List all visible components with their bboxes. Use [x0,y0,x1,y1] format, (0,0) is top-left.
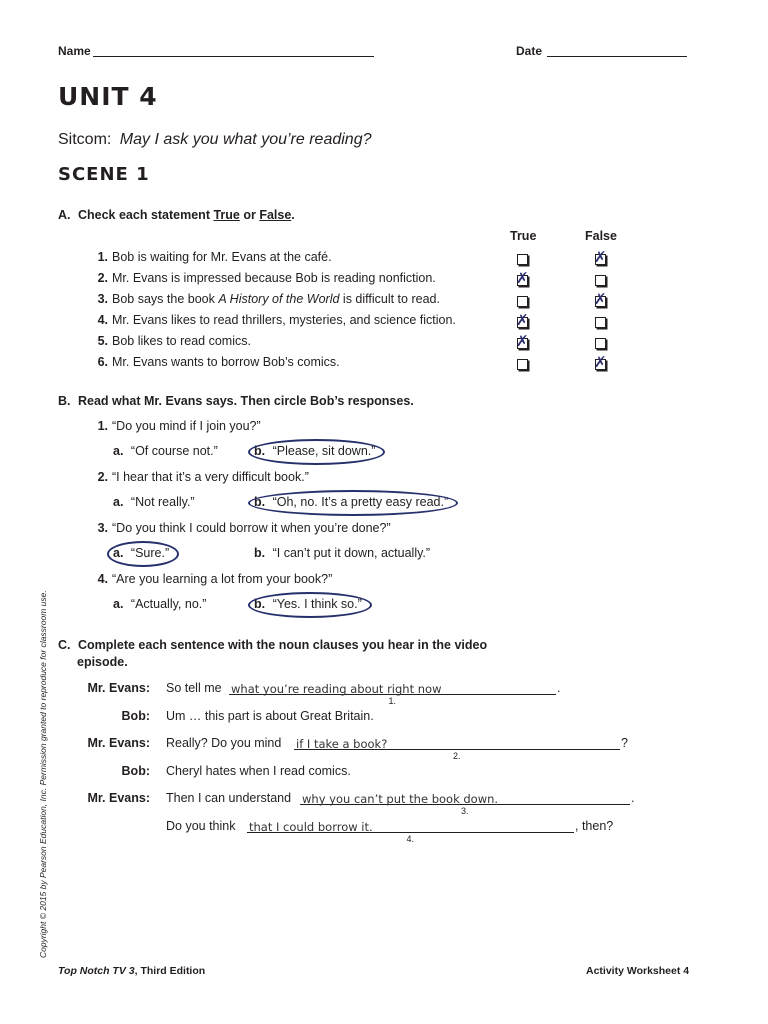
column-false-header: False [585,229,617,243]
name-field[interactable] [93,56,374,57]
speaker-label: Bob: [121,764,150,778]
sitcom-title: May I ask you what you’re reading? [119,131,372,148]
handwritten-answer: that I could borrow it. [249,820,373,834]
question-number: 1. [97,419,108,433]
option-a[interactable] [113,444,218,458]
blank-number: 4. [406,834,415,844]
section-c-letter: C. [58,638,71,652]
question-row [88,470,309,484]
statement-number: 5. [97,334,108,348]
statement-text: Bob says the book [112,292,219,306]
statement-text: is difficult to read. [339,292,440,306]
statement-text: A History of the World [218,292,340,306]
checkbox-false[interactable] [595,338,606,349]
option-b-label: b. [254,546,266,560]
section-a-instr-end: . [291,208,295,222]
option-b-text: “Oh, no. It’s a pretty easy read.” [272,495,449,509]
dialogue-text: Do you think [166,819,236,833]
statement-number: 3. [97,292,108,306]
footer-book-name: Top Notch TV 3 [58,965,135,977]
answer-circle [107,541,179,567]
dialogue-text-end: , then? [575,819,614,833]
statement-number: 1. [97,250,108,264]
question-number: 4. [97,572,108,586]
question-row [88,521,391,535]
scene-title: SCENE 1 [58,164,150,185]
statement-text: Mr. Evans wants to borrow Bob’s comics. [112,355,340,369]
section-c-instr-line1: Complete each sentence with the noun clauses you hear in the video [77,638,488,652]
section-a-instructions [58,208,295,222]
question-text: “Do you mind if I join you?” [112,419,261,433]
statement-row [88,292,440,306]
speaker-label: Mr. Evans: [87,791,150,805]
section-b-instr: Read what Mr. Evans says. Then circle Bob’s responses. [77,394,414,408]
check-mark-icon: ✗ [594,248,607,266]
handwritten-answer: what you’re reading about right now [231,682,442,696]
blank-number: 1. [388,696,397,706]
checkbox-true[interactable] [517,359,528,370]
sitcom-heading [58,131,371,149]
statement-text: Mr. Evans likes to read thrillers, mysteries, and science fiction. [112,313,456,327]
option-b-text: “Please, sit down.” [272,444,376,458]
option-a-label: a. [113,597,124,611]
option-b-text: “Yes. I think so.” [272,597,362,611]
copyright-notice: Copyright © 2015 by Pearson Education, Inc. Permission granted to reproduce for classroom use. [38,590,48,958]
section-a-instr-or: or [239,208,260,222]
option-a-label: a. [113,495,124,509]
question-number: 3. [97,521,108,535]
statement-number: 4. [97,313,108,327]
section-c-instructions [58,637,487,671]
statement-row [88,271,436,285]
footer-worksheet: Activity Worksheet 4 [586,965,690,977]
column-true-header: True [510,229,537,243]
option-a-text: “Actually, no.” [130,597,207,611]
answer-circle [248,592,372,618]
sitcom-label: Sitcom: [58,131,112,148]
statement-row [88,250,332,264]
check-mark-icon: ✗ [516,269,529,287]
checkbox-true[interactable] [517,254,528,265]
handwritten-answer: why you can’t put the book down. [302,792,499,806]
checkbox-false[interactable] [595,317,606,328]
question-row [88,419,261,433]
option-b-label: b. [254,444,266,458]
answer-circle [248,439,385,465]
question-row [88,572,332,586]
statement-text: Bob likes to read comics. [112,334,251,348]
date-label: Date [516,44,543,58]
option-b-label: b. [254,495,266,509]
answer-circle [248,490,458,516]
option-a-label: a. [113,546,124,560]
option-a-text: “Not really.” [130,495,195,509]
section-a-instr-true: True [213,208,240,222]
statement-row [88,313,456,327]
dialogue-text: So tell me [166,681,222,695]
date-field[interactable] [547,56,687,57]
dialogue-text: Cheryl hates when I read comics. [166,764,351,778]
speaker-label: Mr. Evans: [87,681,150,695]
option-a-text: “Sure.” [130,546,170,560]
section-a-letter: A. [58,208,71,222]
option-a-text: “Of course not.” [130,444,218,458]
dialogue-text: Really? Do you mind [166,736,282,750]
name-label: Name [58,44,91,58]
section-a-instr: Check each statement [77,208,214,222]
section-b-instructions [58,394,414,408]
section-a-instr-false: False [259,208,292,222]
blank-number: 2. [453,751,461,761]
check-mark-icon: ✗ [594,290,607,308]
option-a-label: a. [113,444,124,458]
speaker-label: Bob: [121,709,150,723]
dialogue-text: Um … this part is about Great Britain. [166,709,374,723]
question-number: 2. [97,470,108,484]
dialogue-text-end: . [557,681,561,695]
option-b-label: b. [254,597,266,611]
section-c-instr-line2: episode. [77,655,128,669]
section-b-letter: B. [58,394,71,408]
question-text: “I hear that it’s a very difficult book.” [112,470,309,484]
check-mark-icon: ✗ [516,332,529,350]
handwritten-answer: if I take a book? [296,737,388,751]
statement-row [88,355,340,369]
statement-text: Bob is waiting for Mr. Evans at the café. [112,250,332,264]
dialogue-text: Then I can understand [166,791,292,805]
statement-row [88,334,251,348]
unit-title: UNIT 4 [58,82,158,111]
question-text: “Are you learning a lot from your book?” [112,572,333,586]
footer-book-title [58,965,205,977]
question-text: “Do you think I could borrow it when you’re done?” [112,521,391,535]
statement-number: 6. [97,355,108,369]
dialogue-text-end: . [631,791,635,805]
checkbox-true[interactable] [517,296,528,307]
option-a[interactable] [113,597,206,611]
option-b[interactable] [254,546,430,560]
option-a[interactable] [113,495,195,509]
option-b-text: “I can’t put it down, actually.” [272,546,431,560]
blank-number: 3. [461,806,469,816]
check-mark-icon: ✗ [516,311,529,329]
check-mark-icon: ✗ [594,353,607,371]
statement-text: Mr. Evans is impressed because Bob is reading nonfiction. [112,271,436,285]
dialogue-text-end: ? [621,736,628,750]
speaker-label: Mr. Evans: [87,736,150,750]
statement-number: 2. [97,271,108,285]
footer-book-edition: , Third Edition [134,965,206,977]
checkbox-false[interactable] [595,275,606,286]
